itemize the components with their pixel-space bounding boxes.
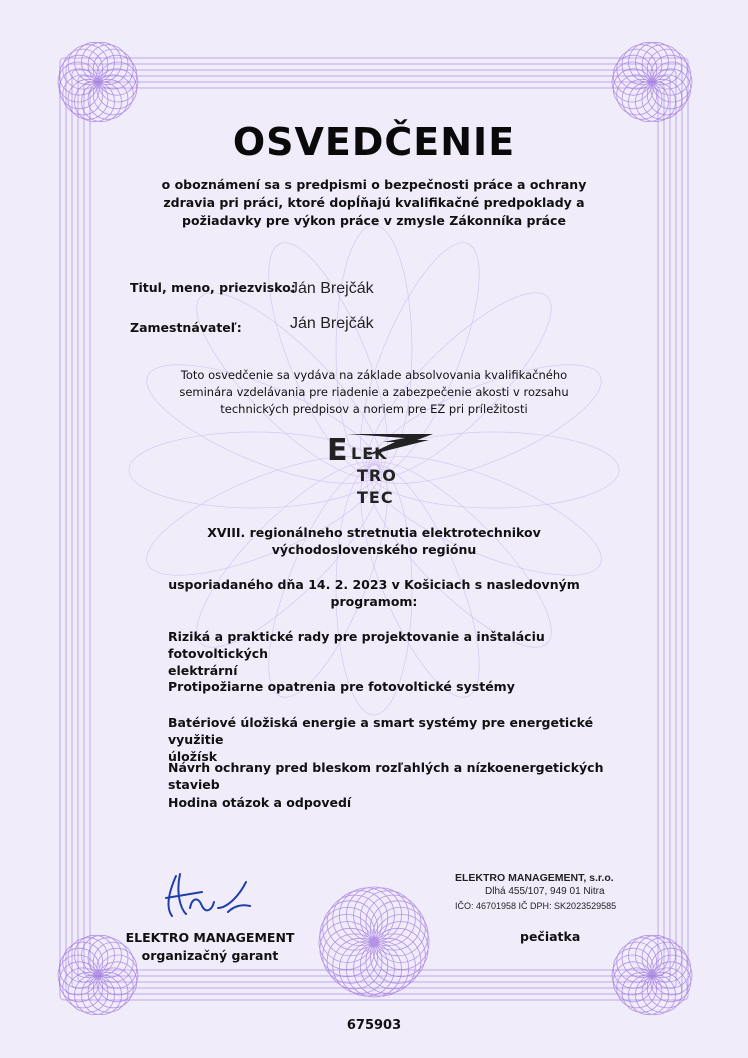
certificate-title: OSVEDČENIE bbox=[232, 120, 516, 164]
stamp-ids: IČO: 46701958 IČ DPH: SK2023529585 bbox=[455, 901, 617, 911]
stamp-label: pečiatka bbox=[520, 929, 581, 944]
logo-row: TRO bbox=[357, 466, 397, 485]
employer-label: Zamestnávateľ: bbox=[130, 320, 242, 335]
subtitle-line: požiadavky pre výkon práce v zmysle Zákonníka práce bbox=[182, 213, 566, 228]
program-line: Riziká a praktické rady pre projektovanie a inštaláciu fotovoltických bbox=[168, 629, 545, 661]
certificate-subtitle bbox=[150, 176, 598, 230]
program-item bbox=[168, 628, 648, 679]
logo-row: TEC bbox=[357, 488, 394, 507]
event-line: XVIII. regionálneho stretnutia elektrotechnikov bbox=[207, 525, 541, 540]
serial-number: 675903 bbox=[346, 1018, 402, 1033]
event-line: východoslovenského regiónu bbox=[271, 542, 477, 557]
intro-line: technických predpisov a noriem pre EZ pri príležitosti bbox=[220, 402, 528, 416]
program-item bbox=[168, 759, 648, 793]
program-item bbox=[168, 794, 648, 811]
guarantor-org: ELEKTRO MANAGEMENT bbox=[125, 930, 295, 945]
stamp-address: Dlhá 455/107, 949 01 Nitra bbox=[485, 886, 605, 897]
program-line: úložísk bbox=[168, 749, 218, 764]
name-label: Titul, meno, priezvisko: bbox=[130, 280, 296, 295]
program-line: Hodina otázok a odpovedí bbox=[168, 795, 352, 810]
date-line: programom: bbox=[330, 594, 418, 609]
corner-rosette bbox=[612, 935, 692, 1014]
program-line: Batériové úložiská energie a smart systémy pre energetické využitie bbox=[168, 715, 594, 747]
signature bbox=[158, 868, 258, 924]
program-line: Protipožiarne opatrenia pre fotovoltické systémy bbox=[168, 679, 515, 694]
intro-line: seminára vzdelávania pre riadenie a zabezpečenie akosti v rozsahu bbox=[179, 385, 569, 399]
subtitle-line: o oboznámení sa s predpismi o bezpečnosti práce a ochrany bbox=[161, 177, 587, 192]
program-item bbox=[168, 714, 648, 765]
bottom-rosette bbox=[319, 887, 429, 997]
employer-value: Ján Brejčák bbox=[290, 315, 374, 332]
logo-row: LEK bbox=[351, 444, 388, 463]
intro-line: Toto osvedčenie sa vydáva na základe absolvovania kvalifikačného bbox=[180, 368, 568, 382]
program-line: Návrh ochrany pred bleskom rozľahlých a nízkoenergetických stavieb bbox=[168, 760, 604, 792]
company-stamp bbox=[455, 871, 655, 913]
logo-letter-e: E bbox=[327, 433, 349, 468]
event-title bbox=[150, 524, 598, 558]
program-line: elektrární bbox=[168, 663, 238, 678]
program-item bbox=[168, 678, 648, 695]
intro-paragraph bbox=[140, 367, 608, 418]
name-value: Ján Brejčák bbox=[290, 280, 374, 297]
date-line: usporiadaného dňa 14. 2. 2023 v Košiciach s nasledovným bbox=[168, 577, 580, 592]
guarantor-block bbox=[120, 929, 300, 965]
elektrotec-logo bbox=[325, 430, 435, 512]
guarantor-role: organizačný garant bbox=[141, 948, 279, 963]
subtitle-line: zdravia pri práci, ktoré dopĺňajú kvalifikačné predpoklady a bbox=[163, 195, 585, 210]
event-date bbox=[150, 576, 598, 610]
stamp-company: ELEKTRO MANAGEMENT, s.r.o. bbox=[455, 872, 614, 884]
